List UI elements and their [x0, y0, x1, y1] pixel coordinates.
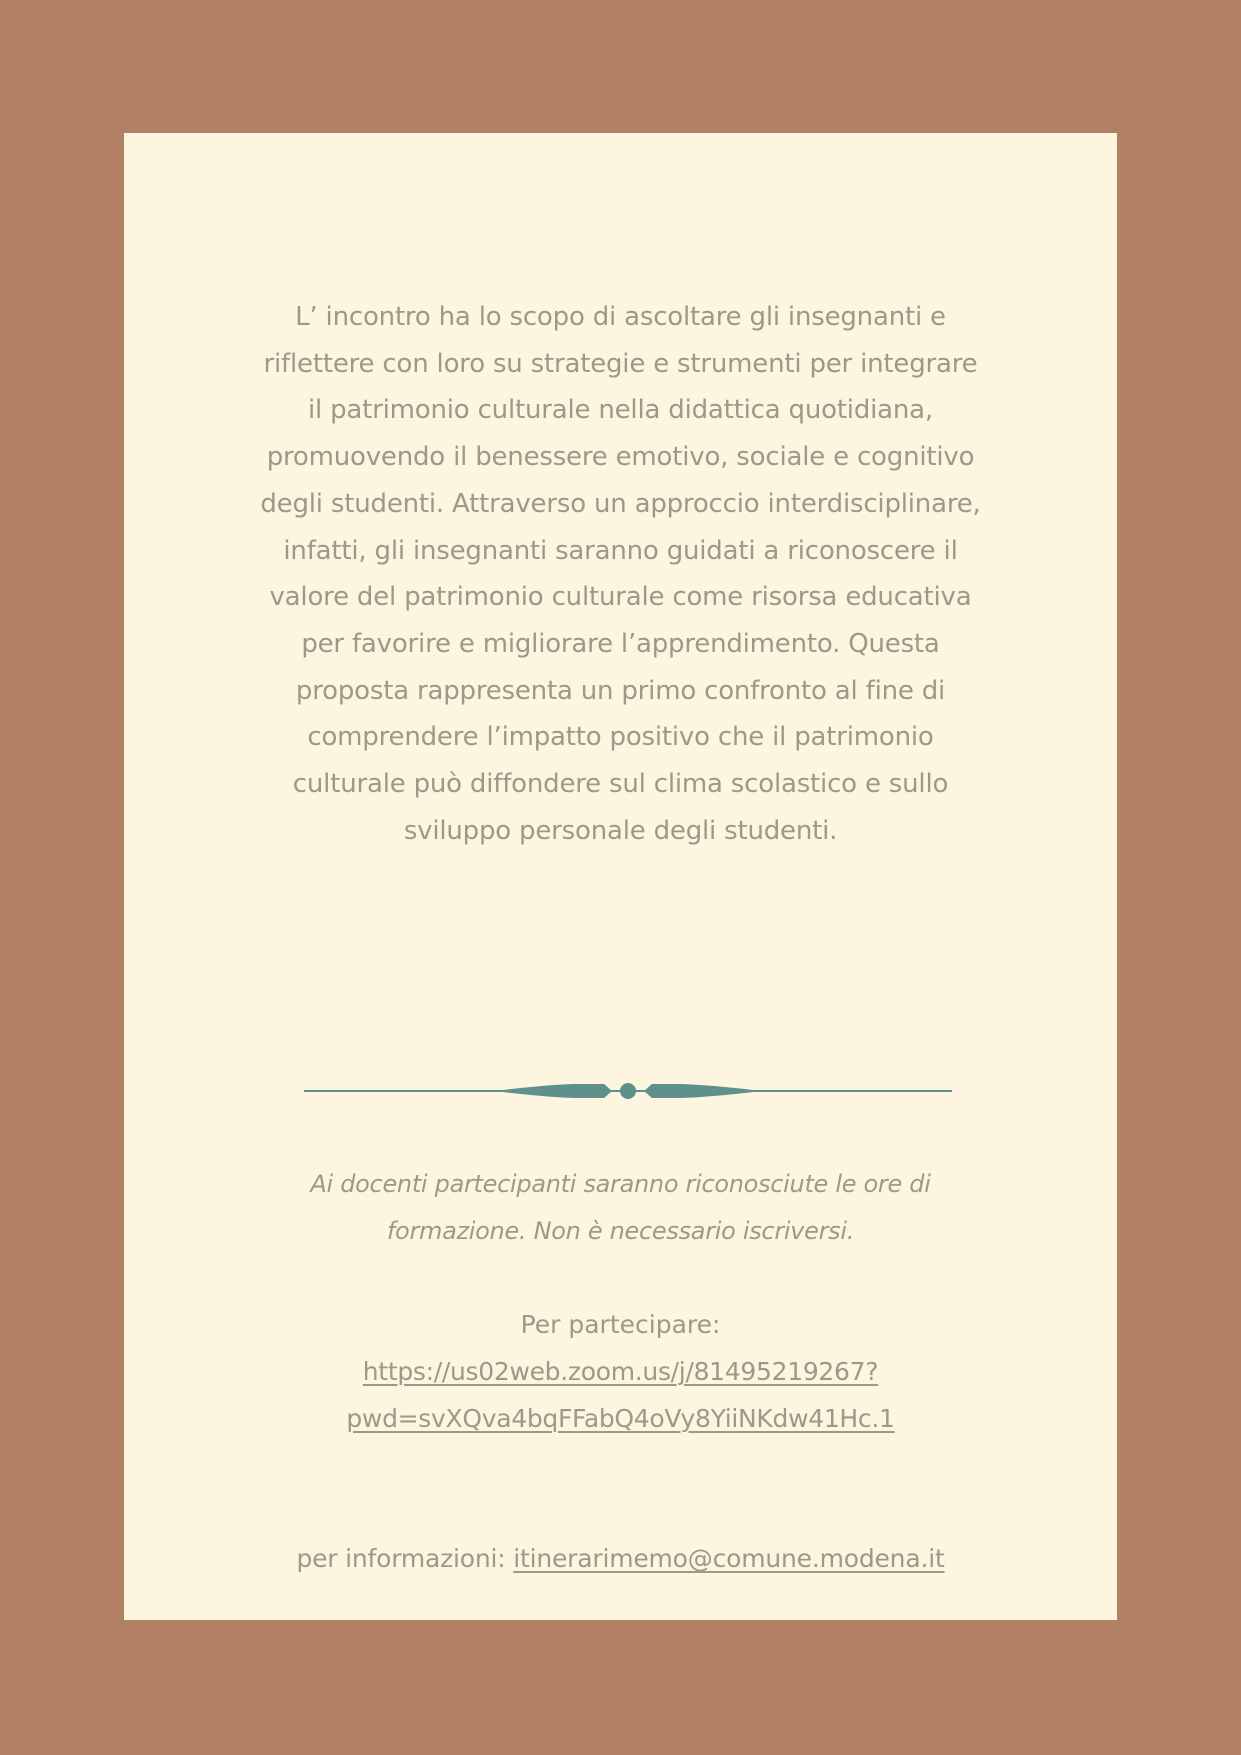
join-section	[224, 1301, 1017, 1442]
zoom-link-line-1[interactable]: https://us02web.zoom.us/j/81495219267?	[362, 1357, 879, 1386]
join-label: Per partecipare:	[520, 1310, 721, 1339]
training-note: Ai docenti partecipanti saranno riconosciute le ore di formazione. Non è necessario iscriversi.	[310, 1170, 931, 1245]
flyer-card	[124, 133, 1117, 1620]
ornamental-divider-icon	[304, 1073, 952, 1109]
zoom-link[interactable]	[224, 1348, 1017, 1442]
description-paragraph: L’ incontro ha lo scopo di ascoltare gli insegnanti e riflettere con loro su strategie e strumenti per integrare il patrimonio culturale nella didattica quotidiana, promuovendo il benessere emotivo, sociale e cognitivo degli studenti. Attraverso un approccio interdisciplinare, infatti, gli insegnanti saranno guidati a riconoscere il valore del patrimonio culturale come risorsa educativa per favorire e migliorare l’apprendimento. Questa proposta rappresenta un primo confronto al fine di comprendere l’impatto positivo che il patrimonio culturale può diffondere sul clima scolastico e sullo sviluppo personale degli studenti.	[260, 302, 981, 846]
info-label: per informazioni:	[296, 1544, 514, 1573]
info-section	[204, 1535, 1037, 1582]
zoom-link-line-2[interactable]: pwd=svXQva4bqFFabQ4oVy8YiiNKdw41Hc.1	[346, 1404, 895, 1433]
info-email-link[interactable]: itinerarimemo@comune.modena.it	[513, 1544, 945, 1573]
